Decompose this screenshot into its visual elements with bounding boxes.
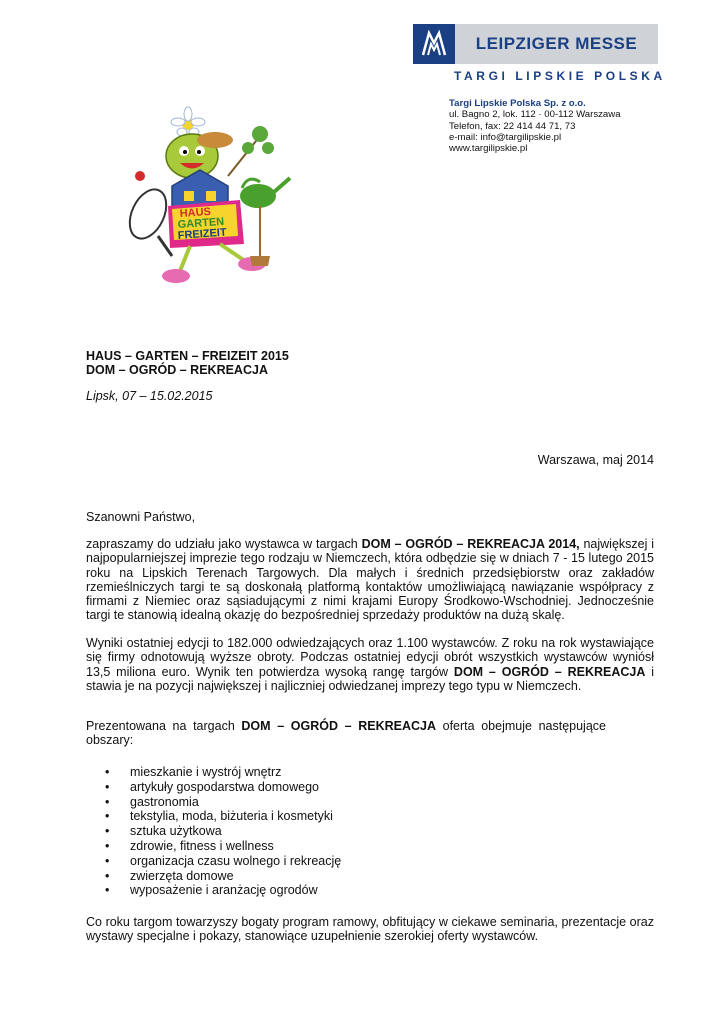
flower-icon	[171, 107, 205, 136]
brand-name: LEIPZIGER MESSE	[475, 34, 638, 53]
plant-icon	[228, 126, 274, 176]
address-block	[449, 98, 669, 154]
list-item: • mieszkanie i wystrój wnętrz	[105, 765, 282, 779]
phone: Telefon, fax: 22 414 44 71, 73	[449, 120, 576, 132]
letter-date: Warszawa, maj 2014	[537, 453, 654, 467]
email[interactable]: e-mail: info@targilipskie.pl	[449, 131, 562, 143]
event-title-pl: DOM – OGRÓD – REKREACJA	[86, 363, 268, 377]
list-item: • artykuły gospodarstwa domowego	[105, 779, 319, 794]
leipziger-messe-logo	[413, 24, 658, 64]
list-item: • gastronomia	[105, 794, 199, 809]
mm-logo-icon	[413, 24, 455, 64]
list-item: • zdrowie, fitness i wellness	[105, 838, 274, 853]
list-item: • tekstylia, moda, biżuteria i kosmetyki	[105, 809, 333, 824]
list-item: • organizacja czasu wolnego i rekreację	[105, 853, 342, 868]
list-item: • zwierzęta domowe	[105, 868, 234, 883]
areas-list	[86, 765, 606, 898]
event-title-de: HAUS – GARTEN – FREIZEIT 2015	[86, 349, 289, 363]
mascot-text-garten: GARTEN	[177, 215, 225, 231]
paragraph-results: Wyniki ostatniej edycji to 182.000 odwiedzających oraz 1.100 wystawców. Z roku na rok wystawiające się firmy odnotowują wyższe obroty. Podczas ostatniej edycji obrót wszystkich wystawców wyniósł 13,5 miliona euro. Wynik ten potwierdza wysoką rangę targów DOM – OGRÓD – REKREACJA i stawia je na pozycji największej i najliczniej odwiedzanej imprezy tego typu w Niemczech.	[86, 636, 654, 693]
event-title	[86, 349, 289, 377]
paragraph-program: Co roku targom towarzyszy bogaty program ramowy, obfitujący w ciekawe seminaria, prezentacje oraz wystawy specjalne i pokazy, stanowiące uzupełnienie szerokiej oferty wystawców.	[86, 915, 654, 944]
list-item: • wyposażenie i aranżację ogrodów	[105, 883, 318, 898]
street-address: ul. Bagno 2, lok. 112 · 00-112 Warszawa	[449, 109, 621, 121]
salutation: Szanowni Państwo,	[86, 510, 196, 524]
mascot-illustration	[110, 96, 300, 291]
company-name: Targi Lipskie Polska Sp. z o.o.	[449, 98, 586, 109]
event-dates: Lipsk, 07 – 15.02.2015	[86, 389, 213, 403]
brand-subtitle: TARGI LIPSKIE POLSKA	[454, 69, 666, 83]
mascot-text-haus: HAUS	[179, 205, 212, 220]
paragraph-offer: Prezentowana na targach DOM – OGRÓD – REKREACJA oferta obejmuje następujące obszary:	[86, 719, 606, 748]
paragraph-invitation: zapraszamy do udziału jako wystawca w targach DOM – OGRÓD – REKREACJA 2014, największej i najpopularniejszej imprezie tego rodzaju w Niemczech, która odbędzie się w dniach 7 - 15 lutego 2015 roku na Lipskich Terenach Targowych. Dla małych i średnich przedsiębiorstw oraz zakładów rzemieślniczych targi te są doskonałą platformą kontaktów umożliwiającą nawiązanie współpracy z firmami z Niemiec oraz sąsiadującymi z nimi krajami Europy Środkowo-Wschodniej. Jednocześnie targi te stanowią idealną okazję do bezpośredniej sprzedaży produktów na dużą skalę.	[86, 537, 655, 623]
website[interactable]: www.targilipskie.pl	[449, 143, 528, 155]
list-item: • sztuka użytkowa	[105, 824, 222, 839]
mascot-text-freizeit: FREIZEIT	[177, 226, 227, 242]
watering-can-icon	[240, 178, 290, 208]
